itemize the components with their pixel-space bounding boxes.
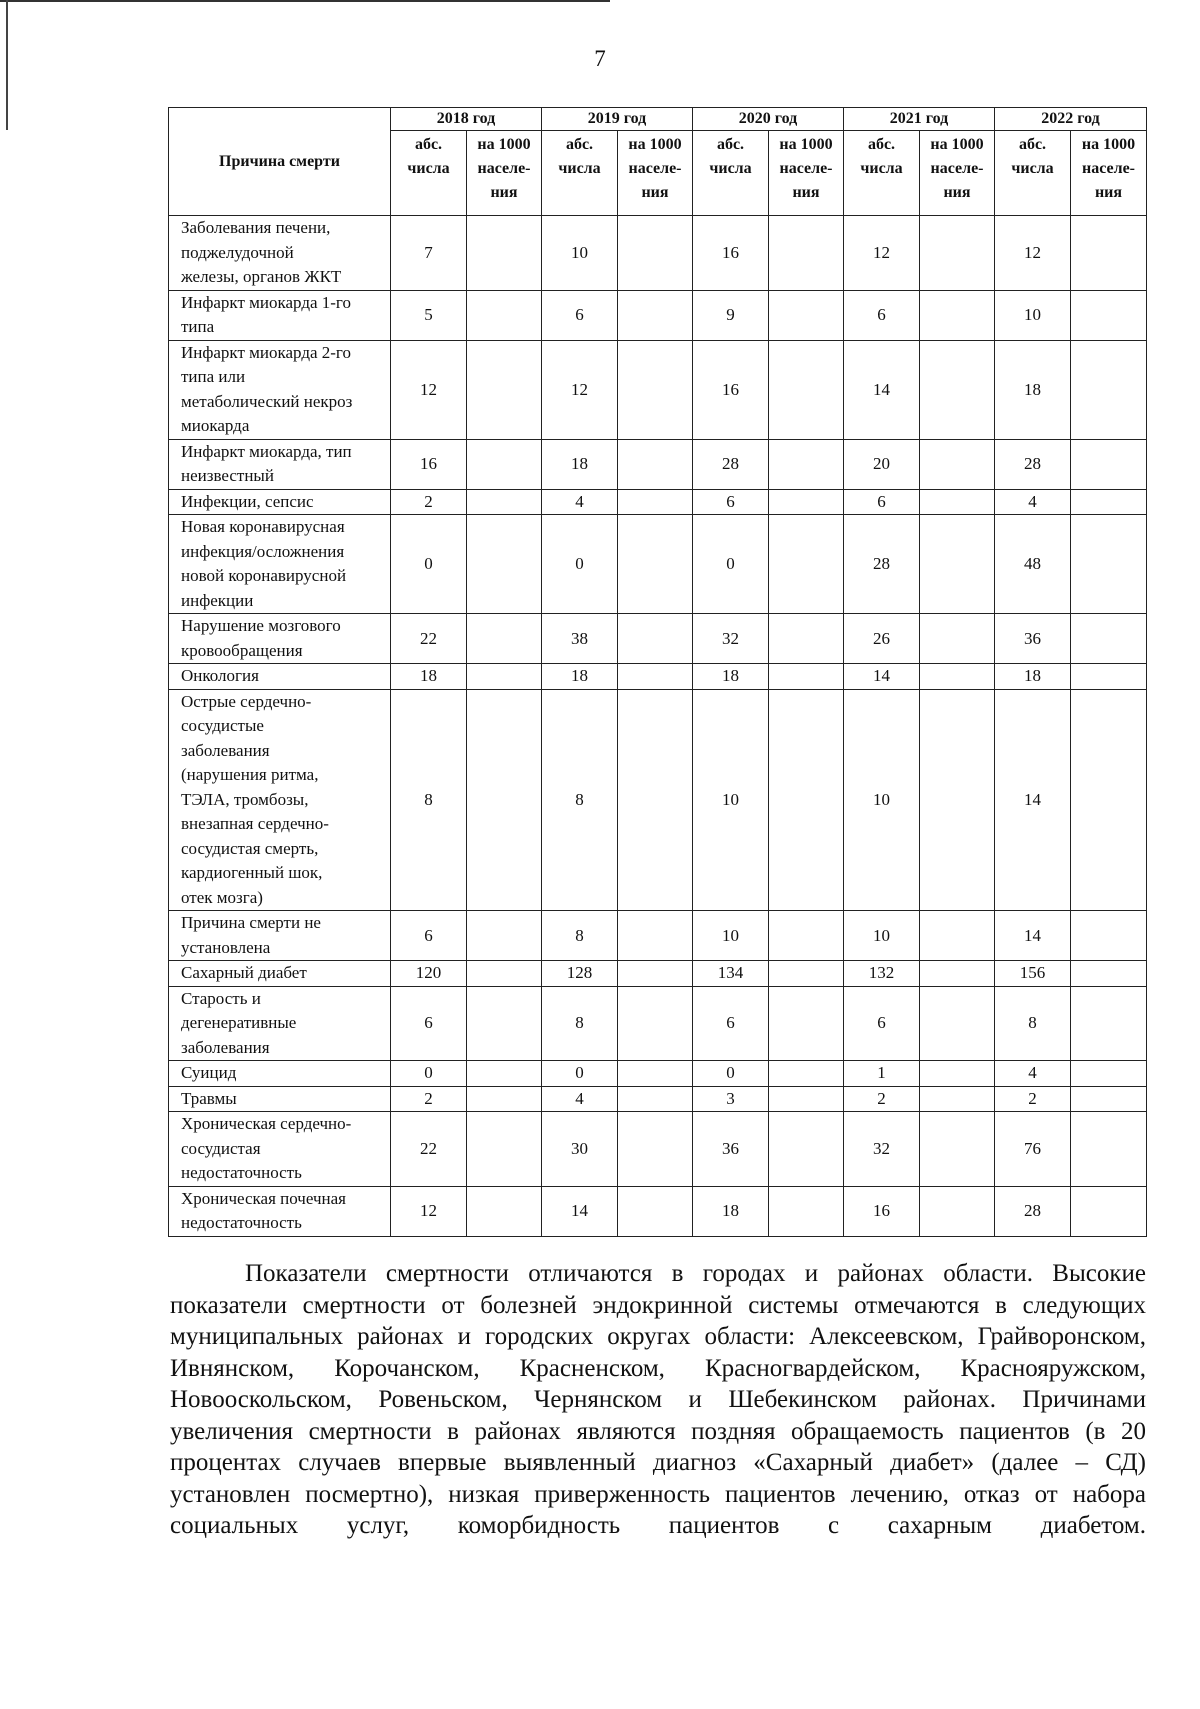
abs-value-cell: 30 xyxy=(542,1112,618,1187)
abs-numbers-header-line: абс. xyxy=(1018,136,1047,153)
abs-value-cell: 4 xyxy=(995,1061,1071,1087)
abs-value-cell: 6 xyxy=(391,911,467,961)
per-1000-value-cell xyxy=(467,961,542,987)
per-1000-value-cell xyxy=(618,340,693,439)
abs-value-cell: 4 xyxy=(542,1086,618,1112)
per-1000-header xyxy=(769,131,844,216)
abs-value-cell: 14 xyxy=(995,689,1071,911)
abs-value-cell: 0 xyxy=(542,515,618,614)
cause-cell-line: Суицид xyxy=(181,1063,237,1082)
paragraph-line: показатели смертности от болезней эндокринной системы отмечаются xyxy=(170,1291,996,1319)
per-1000-header-line: населе- xyxy=(930,160,984,177)
cause-cell xyxy=(169,614,391,664)
per-1000-value-cell xyxy=(769,515,844,614)
per-1000-value-cell xyxy=(1071,1186,1147,1236)
per-1000-value-cell xyxy=(920,1086,995,1112)
per-1000-value-cell xyxy=(769,1112,844,1187)
abs-value-cell: 12 xyxy=(391,340,467,439)
cause-cell-line: миокарда xyxy=(181,416,250,435)
per-1000-value-cell xyxy=(1071,911,1147,961)
cause-cell-line: Сахарный диабет xyxy=(181,963,307,982)
abs-value-cell: 12 xyxy=(995,216,1071,291)
per-1000-header-line: на 1000 xyxy=(930,136,984,153)
per-1000-value-cell xyxy=(920,340,995,439)
abs-value-cell: 18 xyxy=(693,1186,769,1236)
table-row xyxy=(169,439,1147,489)
per-1000-value-cell xyxy=(1071,689,1147,911)
paragraph-line: в районах являются поздняя обращаемость пациентов (в 20 процентах случаев xyxy=(170,1417,1147,1476)
paragraph-line: социальных услуг, коморбидность пациентов с сахарным диабетом. xyxy=(170,1512,1146,1539)
per-1000-value-cell xyxy=(1071,1112,1147,1187)
per-1000-header-line: населе- xyxy=(628,160,682,177)
cause-cell-line: Инфаркт миокарда 2-го xyxy=(181,342,351,362)
abs-value-cell: 18 xyxy=(995,664,1071,690)
cause-cell-line: неизвестный xyxy=(181,466,274,485)
cause-cell xyxy=(169,961,391,987)
per-1000-value-cell xyxy=(769,986,844,1061)
cause-cell xyxy=(169,664,391,690)
abs-value-cell: 0 xyxy=(391,515,467,614)
per-1000-value-cell xyxy=(467,1061,542,1087)
abs-value-cell: 18 xyxy=(995,340,1071,439)
cause-cell xyxy=(169,689,391,911)
per-1000-value-cell xyxy=(618,489,693,515)
per-1000-value-cell xyxy=(769,340,844,439)
abs-value-cell: 10 xyxy=(844,689,920,911)
abs-value-cell: 6 xyxy=(844,290,920,340)
abs-value-cell: 28 xyxy=(995,439,1071,489)
per-1000-value-cell xyxy=(618,911,693,961)
per-1000-value-cell xyxy=(467,290,542,340)
abs-value-cell: 10 xyxy=(844,911,920,961)
per-1000-value-cell xyxy=(920,1186,995,1236)
abs-value-cell: 4 xyxy=(542,489,618,515)
per-1000-value-cell xyxy=(769,911,844,961)
per-1000-value-cell xyxy=(618,961,693,987)
cause-cell xyxy=(169,1112,391,1187)
abs-value-cell: 12 xyxy=(542,340,618,439)
abs-numbers-header-line: числа xyxy=(1011,160,1054,177)
table-row xyxy=(169,1186,1147,1236)
abs-value-cell: 14 xyxy=(542,1186,618,1236)
year-header: 2018 год xyxy=(391,108,542,131)
cause-cell xyxy=(169,986,391,1061)
abs-value-cell: 32 xyxy=(693,614,769,664)
per-1000-value-cell xyxy=(618,986,693,1061)
per-1000-header-line: на 1000 xyxy=(779,136,833,153)
abs-numbers-header-line: абс. xyxy=(565,136,594,153)
cause-cell-line: дегенеративные xyxy=(181,1013,297,1032)
top-border-line xyxy=(0,0,610,2)
per-1000-header-line: ния xyxy=(490,184,518,201)
per-1000-value-cell xyxy=(920,489,995,515)
abs-numbers-header xyxy=(391,131,467,216)
table-row xyxy=(169,664,1147,690)
per-1000-header xyxy=(618,131,693,216)
cause-cell-line: Нарушение мозгового xyxy=(181,616,341,635)
abs-numbers-header xyxy=(995,131,1071,216)
abs-value-cell: 6 xyxy=(693,986,769,1061)
per-1000-header-line: населе- xyxy=(477,160,531,177)
per-1000-value-cell xyxy=(467,986,542,1061)
per-1000-header-line: на 1000 xyxy=(1081,136,1136,153)
per-1000-value-cell xyxy=(467,689,542,911)
per-1000-value-cell xyxy=(467,489,542,515)
abs-value-cell: 16 xyxy=(844,1186,920,1236)
per-1000-value-cell xyxy=(618,614,693,664)
abs-value-cell: 20 xyxy=(844,439,920,489)
per-1000-value-cell xyxy=(920,986,995,1061)
abs-value-cell: 18 xyxy=(391,664,467,690)
per-1000-value-cell xyxy=(769,1186,844,1236)
cause-cell-line: ТЭЛА, тромбозы, xyxy=(181,789,309,809)
abs-value-cell: 2 xyxy=(391,1086,467,1112)
cause-cell xyxy=(169,340,391,439)
abs-value-cell: 14 xyxy=(844,340,920,439)
cause-cell-line: Онкология xyxy=(181,666,259,685)
per-1000-value-cell xyxy=(618,1186,693,1236)
abs-value-cell: 7 xyxy=(391,216,467,291)
abs-value-cell: 9 xyxy=(693,290,769,340)
year-header: 2020 год xyxy=(693,108,844,131)
cause-cell xyxy=(169,515,391,614)
abs-value-cell: 0 xyxy=(542,1061,618,1087)
abs-value-cell: 38 xyxy=(542,614,618,664)
paragraph-line: в следующих муниципальных районах и городских округах области: xyxy=(170,1291,1146,1350)
abs-value-cell: 156 xyxy=(995,961,1071,987)
per-1000-value-cell xyxy=(618,689,693,911)
per-1000-value-cell xyxy=(769,1086,844,1112)
per-1000-value-cell xyxy=(618,1112,693,1187)
per-1000-value-cell xyxy=(769,216,844,291)
cause-cell-line: внезапная сердечно- xyxy=(181,814,329,833)
cause-cell-line: Причина смерти не xyxy=(181,913,321,932)
cause-cell xyxy=(169,489,391,515)
abs-value-cell: 76 xyxy=(995,1112,1071,1187)
per-1000-header xyxy=(467,131,542,216)
abs-value-cell: 134 xyxy=(693,961,769,987)
abs-value-cell: 6 xyxy=(844,986,920,1061)
per-1000-header-line: населе- xyxy=(1081,160,1136,177)
cause-cell xyxy=(169,1061,391,1087)
per-1000-value-cell xyxy=(618,664,693,690)
abs-value-cell: 18 xyxy=(542,439,618,489)
per-1000-value-cell xyxy=(467,1086,542,1112)
abs-value-cell: 22 xyxy=(391,1112,467,1187)
cause-cell-line: установлена xyxy=(181,937,271,957)
cause-cell-line: инфекции xyxy=(181,590,254,610)
per-1000-value-cell xyxy=(1071,986,1147,1061)
abs-value-cell: 14 xyxy=(844,664,920,690)
cause-cell xyxy=(169,290,391,340)
per-1000-value-cell xyxy=(769,1061,844,1087)
per-1000-value-cell xyxy=(1071,489,1147,515)
abs-value-cell: 10 xyxy=(995,290,1071,340)
table-row xyxy=(169,1112,1147,1187)
abs-value-cell: 6 xyxy=(391,986,467,1061)
per-1000-value-cell xyxy=(467,614,542,664)
per-1000-value-cell xyxy=(467,340,542,439)
per-1000-value-cell xyxy=(920,515,995,614)
abs-value-cell: 36 xyxy=(995,614,1071,664)
per-1000-value-cell xyxy=(1071,1061,1147,1087)
cause-cell-line: Хроническая почечная xyxy=(181,1188,346,1208)
per-1000-value-cell xyxy=(618,290,693,340)
per-1000-value-cell xyxy=(920,290,995,340)
per-1000-value-cell xyxy=(467,439,542,489)
paragraph-line: впервые выявленный диагноз «Сахарный диабет» (далее – СД) установлен xyxy=(170,1449,1147,1508)
cause-cell xyxy=(169,1186,391,1236)
cause-cell-line: Заболевания печени, xyxy=(181,218,331,237)
per-1000-header-line: ния xyxy=(792,184,820,201)
abs-value-cell: 0 xyxy=(391,1061,467,1087)
abs-value-cell: 2 xyxy=(391,489,467,515)
table-row xyxy=(169,1086,1147,1112)
paragraph-line: Алексеевском, Грайворонском, Ивнянском, Корочанском, Красненском, xyxy=(170,1323,1146,1382)
mortality-table xyxy=(168,107,1147,1237)
per-1000-value-cell xyxy=(920,439,995,489)
cause-cell-line: Старость и xyxy=(181,988,261,1008)
abs-numbers-header-line: числа xyxy=(558,160,601,177)
abs-value-cell: 18 xyxy=(542,664,618,690)
abs-value-cell: 8 xyxy=(542,911,618,961)
table-row xyxy=(169,961,1147,987)
table-row xyxy=(169,689,1147,911)
cause-cell-line: Новая коронавирусная xyxy=(181,517,345,536)
abs-numbers-header-line: абс. xyxy=(716,136,745,153)
abs-value-cell: 10 xyxy=(693,689,769,911)
cause-cell xyxy=(169,216,391,291)
paragraph-line: Показатели смертности отличаются в городах и районах области. Высокие xyxy=(245,1260,1146,1287)
per-1000-value-cell xyxy=(467,1112,542,1187)
table-row xyxy=(169,911,1147,961)
per-1000-header-line: ния xyxy=(1094,184,1123,201)
cause-cell-line: кардиогенный шок, xyxy=(181,863,323,882)
per-1000-value-cell xyxy=(1071,439,1147,489)
abs-value-cell: 14 xyxy=(995,911,1071,961)
paragraph-line: Красногвардейском, Краснояружском, Новооскольском, Ровеньском, xyxy=(170,1354,1146,1413)
cause-cell xyxy=(169,1086,391,1112)
abs-numbers-header-line: числа xyxy=(860,160,903,177)
abs-numbers-header-line: абс. xyxy=(867,136,896,153)
per-1000-value-cell xyxy=(769,614,844,664)
abs-value-cell: 8 xyxy=(542,689,618,911)
abs-value-cell: 8 xyxy=(391,689,467,911)
abs-value-cell: 5 xyxy=(391,290,467,340)
per-1000-value-cell xyxy=(769,290,844,340)
page-number: 7 xyxy=(594,46,606,71)
year-header: 2021 год xyxy=(844,108,995,131)
abs-numbers-header xyxy=(542,131,618,216)
cause-cell-line: Инфаркт миокарда, тип xyxy=(181,441,352,461)
per-1000-header-line: на 1000 xyxy=(628,136,682,153)
table-row xyxy=(169,340,1147,439)
abs-numbers-header-line: числа xyxy=(709,160,752,177)
cause-cell-line: поджелудочной xyxy=(181,242,294,262)
per-1000-value-cell xyxy=(769,961,844,987)
cause-cell-line: типа xyxy=(181,317,215,336)
per-1000-value-cell xyxy=(920,664,995,690)
cause-cell-line: типа или xyxy=(181,367,246,386)
abs-value-cell: 132 xyxy=(844,961,920,987)
per-1000-value-cell xyxy=(920,1112,995,1187)
per-1000-value-cell xyxy=(618,216,693,291)
cause-cell xyxy=(169,439,391,489)
per-1000-value-cell xyxy=(920,911,995,961)
abs-value-cell: 16 xyxy=(391,439,467,489)
per-1000-value-cell xyxy=(1071,340,1147,439)
cause-cell-line: сосудистые xyxy=(181,716,264,735)
abs-value-cell: 48 xyxy=(995,515,1071,614)
per-1000-value-cell xyxy=(920,1061,995,1087)
per-1000-value-cell xyxy=(618,439,693,489)
per-1000-header xyxy=(1071,131,1147,216)
per-1000-value-cell xyxy=(769,664,844,690)
per-1000-value-cell xyxy=(467,911,542,961)
per-1000-header-line: ния xyxy=(943,184,971,201)
per-1000-header-line: на 1000 xyxy=(477,136,531,153)
abs-value-cell: 2 xyxy=(995,1086,1071,1112)
table-body xyxy=(169,216,1147,1237)
abs-value-cell: 10 xyxy=(693,911,769,961)
per-1000-value-cell xyxy=(920,614,995,664)
per-1000-value-cell xyxy=(1071,515,1147,614)
per-1000-header-line: ния xyxy=(641,184,669,201)
abs-value-cell: 18 xyxy=(693,664,769,690)
cause-cell-line: заболевания xyxy=(181,1037,270,1057)
abs-value-cell: 16 xyxy=(693,340,769,439)
abs-value-cell: 1 xyxy=(844,1061,920,1087)
abs-value-cell: 120 xyxy=(391,961,467,987)
cause-column-header: Причина смерти xyxy=(169,108,391,216)
abs-value-cell: 8 xyxy=(995,986,1071,1061)
per-1000-value-cell xyxy=(467,216,542,291)
abs-value-cell: 0 xyxy=(693,515,769,614)
per-1000-value-cell xyxy=(920,216,995,291)
abs-value-cell: 2 xyxy=(844,1086,920,1112)
abs-value-cell: 16 xyxy=(693,216,769,291)
abs-numbers-header xyxy=(844,131,920,216)
cause-cell-line: кровообращения xyxy=(181,640,303,660)
per-1000-value-cell xyxy=(1071,961,1147,987)
table-row xyxy=(169,614,1147,664)
per-1000-value-cell xyxy=(1071,1086,1147,1112)
cause-cell-line: Острые сердечно- xyxy=(181,691,312,711)
table-row xyxy=(169,290,1147,340)
abs-value-cell: 28 xyxy=(995,1186,1071,1236)
cause-cell-line: недостаточность xyxy=(181,1213,302,1232)
abs-value-cell: 0 xyxy=(693,1061,769,1087)
per-1000-value-cell xyxy=(1071,614,1147,664)
cause-cell-line: инфекция/осложнения xyxy=(181,541,345,561)
per-1000-value-cell xyxy=(1071,216,1147,291)
cause-cell-line: отек мозга) xyxy=(181,887,263,907)
abs-value-cell: 8 xyxy=(542,986,618,1061)
per-1000-value-cell xyxy=(467,515,542,614)
abs-numbers-header-line: абс. xyxy=(414,136,443,153)
abs-value-cell: 4 xyxy=(995,489,1071,515)
abs-value-cell: 6 xyxy=(693,489,769,515)
per-1000-header-line: населе- xyxy=(779,160,833,177)
paragraph-line: посмертно), низкая приверженность пациентов лечению, отказ от набора xyxy=(305,1480,1146,1508)
cause-cell-line: недостаточность xyxy=(181,1163,302,1182)
body-paragraph xyxy=(170,1258,1146,1542)
abs-value-cell: 28 xyxy=(844,515,920,614)
cause-cell-line: метаболический некроз xyxy=(181,391,353,411)
cause-cell xyxy=(169,911,391,961)
per-1000-value-cell xyxy=(1071,664,1147,690)
cause-cell-line: сосудистая смерть, xyxy=(181,838,319,858)
per-1000-value-cell xyxy=(769,439,844,489)
abs-value-cell: 32 xyxy=(844,1112,920,1187)
per-1000-value-cell xyxy=(618,1086,693,1112)
abs-value-cell: 10 xyxy=(542,216,618,291)
per-1000-value-cell xyxy=(769,689,844,911)
abs-value-cell: 6 xyxy=(542,290,618,340)
abs-value-cell: 12 xyxy=(844,216,920,291)
year-header: 2019 год xyxy=(542,108,693,131)
per-1000-value-cell xyxy=(618,1061,693,1087)
abs-value-cell: 6 xyxy=(844,489,920,515)
cause-cell-line: Инфаркт миокарда 1-го xyxy=(181,292,351,312)
abs-value-cell: 3 xyxy=(693,1086,769,1112)
per-1000-value-cell xyxy=(1071,290,1147,340)
per-1000-value-cell xyxy=(769,489,844,515)
year-header-row xyxy=(169,108,1147,131)
abs-value-cell: 28 xyxy=(693,439,769,489)
cause-cell-line: новой коронавирусной xyxy=(181,566,347,585)
abs-value-cell: 128 xyxy=(542,961,618,987)
cause-cell-line: Хроническая сердечно- xyxy=(181,1114,352,1133)
table-row xyxy=(169,1061,1147,1087)
abs-value-cell: 12 xyxy=(391,1186,467,1236)
abs-numbers-header xyxy=(693,131,769,216)
cause-cell-line: (нарушения ритма, xyxy=(181,765,319,784)
cause-cell-line: Инфекции, сепсис xyxy=(181,491,314,511)
table-row xyxy=(169,515,1147,614)
per-1000-value-cell xyxy=(920,689,995,911)
abs-value-cell: 26 xyxy=(844,614,920,664)
year-header: 2022 год xyxy=(995,108,1147,131)
per-1000-value-cell xyxy=(467,664,542,690)
abs-value-cell: 22 xyxy=(391,614,467,664)
abs-value-cell: 36 xyxy=(693,1112,769,1187)
table-row xyxy=(169,489,1147,515)
per-1000-value-cell xyxy=(467,1186,542,1236)
table-row xyxy=(169,216,1147,291)
cause-cell-line: железы, органов ЖКТ xyxy=(181,267,342,286)
cause-cell-line: Травмы xyxy=(181,1088,237,1108)
cause-cell-line: заболевания xyxy=(181,740,270,760)
per-1000-value-cell xyxy=(618,515,693,614)
per-1000-value-cell xyxy=(920,961,995,987)
abs-numbers-header-line: числа xyxy=(407,160,450,177)
per-1000-header xyxy=(920,131,995,216)
cause-cell-line: сосудистая xyxy=(181,1138,261,1158)
table-row xyxy=(169,986,1147,1061)
paragraph-line: Чернянском и Шебекинском районах. Причинами увеличения смертности xyxy=(170,1386,1146,1445)
